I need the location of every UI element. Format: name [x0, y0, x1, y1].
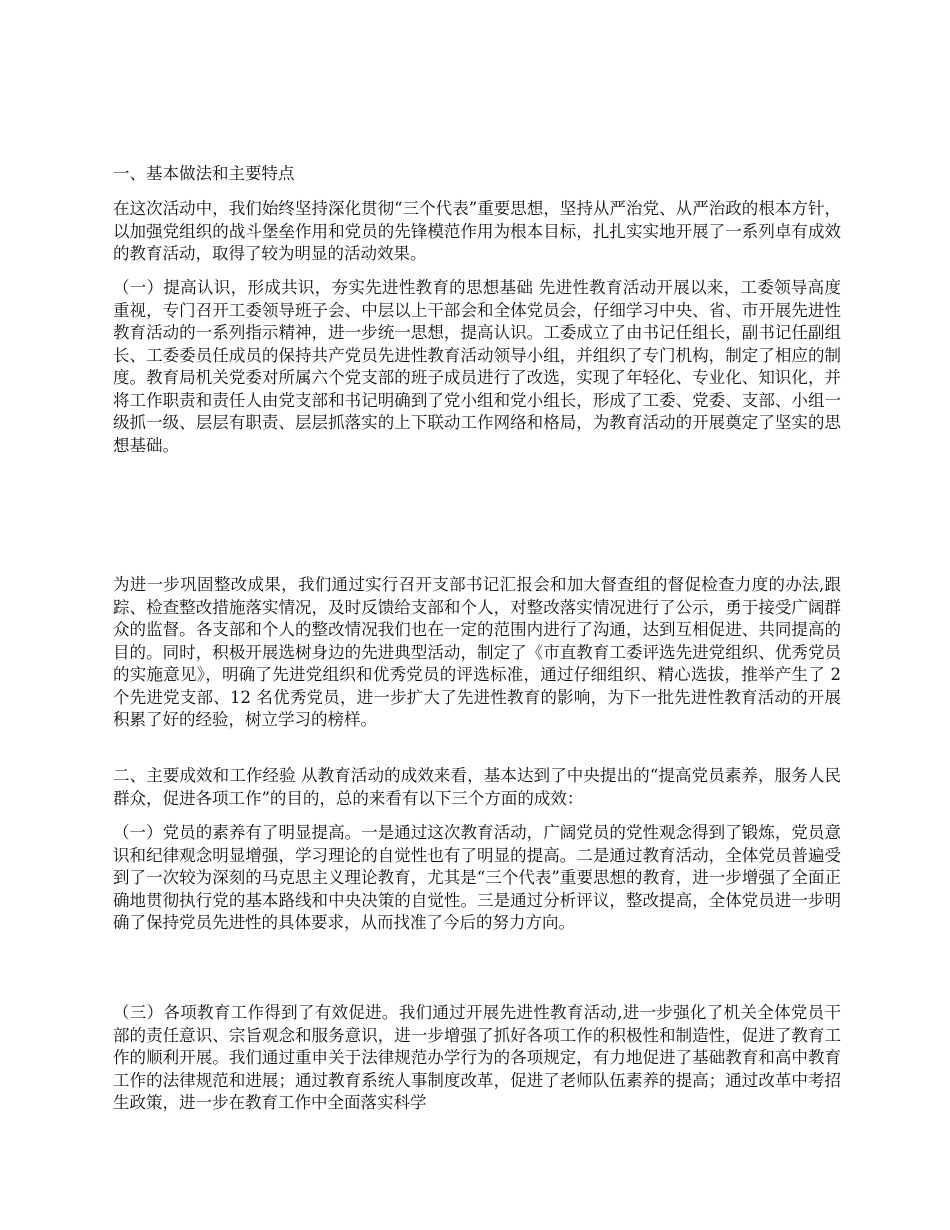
paragraph-1: 在这次活动中，我们始终坚持深化贯彻“三个代表”重要思想，坚持从严治党、从严治政的根本方针，以加强党组织的战斗堡垒作用和党员的先锋模范作用为根本目标，扎扎实实地开展了一系列卓有成效的教育活动，取得了较为明显的活动效果。 — [113, 199, 841, 263]
paragraph-4: 二、主要成效和工作经验 从教育活动的成效来看，基本达到了中央提出的“提高党员素养，服务人民群众，促进各项工作”的目的，总的来看有以下三个方面的成效： — [113, 766, 841, 808]
paragraph-2: （一）提高认识，形成共识，夯实先进性教育的思想基础 先进性教育活动开展以来，工委领导高度重视，专门召开工委领导班子会、中层以上干部会和全体党员会，仔细学习中央、省、市开展先进性教育活动的一系列指示精神，进一步统一思想，提高认识。工委成立了由书记任组长，副书记任副组长、工委委员任成员的保持共产党员先进性教育活动领导小组，并组织了专门机构，制定了相应的制度。教育局机关党委对所属六个党支部的班子成员进行了改选，实现了年轻化、专业化、知识化，并将工作职责和责任人由党支部和书记明确到了党小组和党小组长，形成了工委、党委、支部、小组一级抓一级、层层有职责、层层抓落实的上下联动工作网络和格局，为教育活动的开展奠定了坚实的思想基础。 — [113, 278, 841, 455]
paragraph-6: （三）各项教育工作得到了有效促进。我们通过开展先进性教育活动,进一步强化了机关全体党员干部的责任意识、宗旨观念和服务意识，进一步增强了抓好各项工作的积极性和制造性，促进了教育工作的顺利开展。我们通过重申关于法律规范办学行为的各项规定，有力地促进了基础教育和高中教育工作的法律规范和进展；通过教育系统人事制度改革，促进了老师队伍素养的提高；通过改革中考招生政策，进一步在教育工作中全面落实科学 — [113, 1003, 841, 1112]
paragraph-5: （一）党员的素养有了明显提高。一是通过这次教育活动，广阔党员的党性观念得到了锻炼，党员意识和纪律观念明显增强，学习理论的自觉性也有了明显的提高。二是通过教育活动，全体党员普遍受到了一次较为深刻的马克思主义理论教育，尤其是“三个代表”重要思想的教育，进一步增强了全面正确地贯彻执行党的基本路线和中央决策的自觉性。三是通过分析评议，整改提高，全体党员进一步明确了保持党员先进性的具体要求，从而找准了今后的努力方向。 — [113, 823, 841, 932]
paragraph-3: 为进一步巩固整改成果，我们通过实行召开支部书记汇报会和加大督查组的督促检查力度的办法,跟踪、检查整改措施落实情况，及时反馈给支部和个人，对整改落实情况进行了公示，勇于接受广阔群众的监督。各支部和个人的整改情况我们也在一定的范围内进行了沟通，达到互相促进、共同提高的目的。同时，积极开展选树身边的先进典型活动，制定了《市直教育工委评选先进党组织、优秀党员的实施意见》，明确了先进党组织和优秀党员的评选标准，通过仔细组织、精心选拔，推举产生了 2 个先进党支部、12 名优秀党员，进一步扩大了先进性教育的影响，为下一批先进性教育活动的开展积累了好的经验，树立学习的榜样。 — [113, 575, 841, 729]
section-heading: 一、基本做法和主要特点 — [113, 164, 295, 183]
